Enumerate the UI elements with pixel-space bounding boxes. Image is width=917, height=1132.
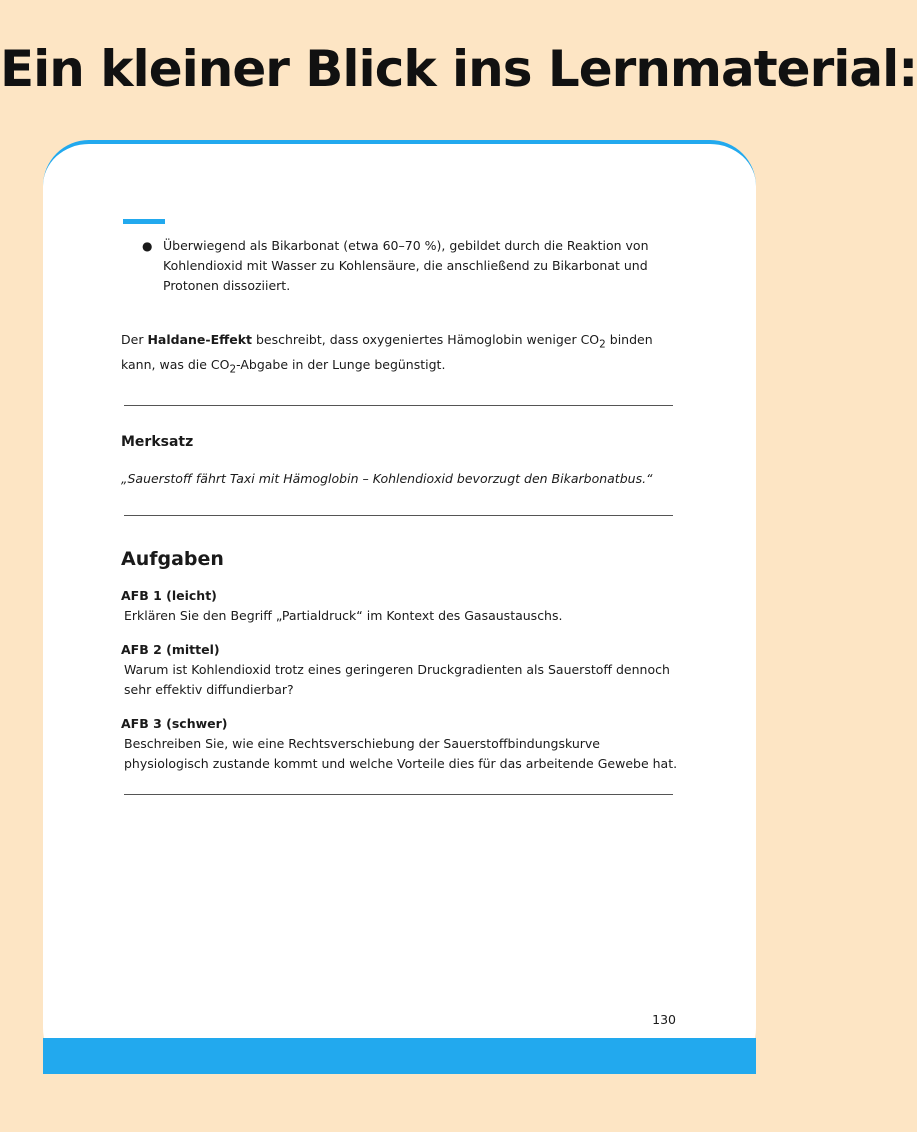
- haldane-paragraph: [121, 330, 681, 379]
- page-number: 130: [652, 1012, 676, 1027]
- task-text: Erklären Sie den Begriff „Partialdruck“ im Kontext des Gasaustauschs.: [124, 608, 563, 623]
- bullet-dot-icon: ●: [142, 239, 153, 253]
- haldane-term: Haldane-Effekt: [147, 332, 252, 347]
- merksatz-text: „Sauerstoff fährt Taxi mit Hämoglobin – Kohlendioxid bevorzugt den Bikarbonatbus.“: [121, 471, 653, 486]
- divider: [124, 794, 673, 795]
- haldane-prefix: Der: [121, 332, 148, 347]
- task-afb-3: [121, 714, 681, 774]
- bullet-list: [121, 236, 681, 296]
- headline: Ein kleiner Blick ins Lernmaterial:: [0, 40, 917, 98]
- task-text: Beschreiben Sie, wie eine Rechtsverschiebung der Sauerstoffbindungskurve physiologisch zustande kommt und welche Vorteile dies für das arbeitende Gewebe hat.: [124, 736, 678, 771]
- co2-subscript: 2: [229, 363, 237, 375]
- haldane-middle: beschreibt, dass oxygeniertes Hämoglobin weniger CO: [252, 332, 600, 347]
- task-label: AFB 1 (leicht): [121, 588, 217, 603]
- divider: [124, 515, 673, 516]
- task-afb-2: [121, 640, 681, 700]
- accent-dash: [123, 219, 165, 224]
- haldane-end: -Abgabe in der Lunge begünstigt.: [236, 356, 446, 372]
- merksatz-title: Merksatz: [121, 434, 194, 450]
- divider: [124, 405, 673, 406]
- bullet-text: Überwiegend als Bikarbonat (etwa 60–70 %), gebildet durch die Reaktion von Kohlendioxid mit Wasser zu Kohlensäure, die anschließend zu Bikarbonat und Protonen dissoziiert.: [163, 238, 649, 293]
- haldane-suffix: binden kann, was die CO: [121, 332, 653, 372]
- task-label: AFB 2 (mittel): [121, 642, 220, 657]
- task-text: Warum ist Kohlendioxid trotz eines geringeren Druckgradienten als Sauerstoff dennoch sehr effektiv diffundierbar?: [124, 662, 670, 697]
- footer-band: [43, 1038, 756, 1074]
- document-page: [43, 140, 756, 1074]
- task-afb-1: [121, 586, 681, 626]
- page-content: [121, 236, 681, 795]
- list-item: [121, 236, 681, 296]
- task-label: AFB 3 (schwer): [121, 716, 228, 731]
- co2-subscript: 2: [599, 338, 606, 351]
- tasks-title: Aufgaben: [121, 548, 224, 570]
